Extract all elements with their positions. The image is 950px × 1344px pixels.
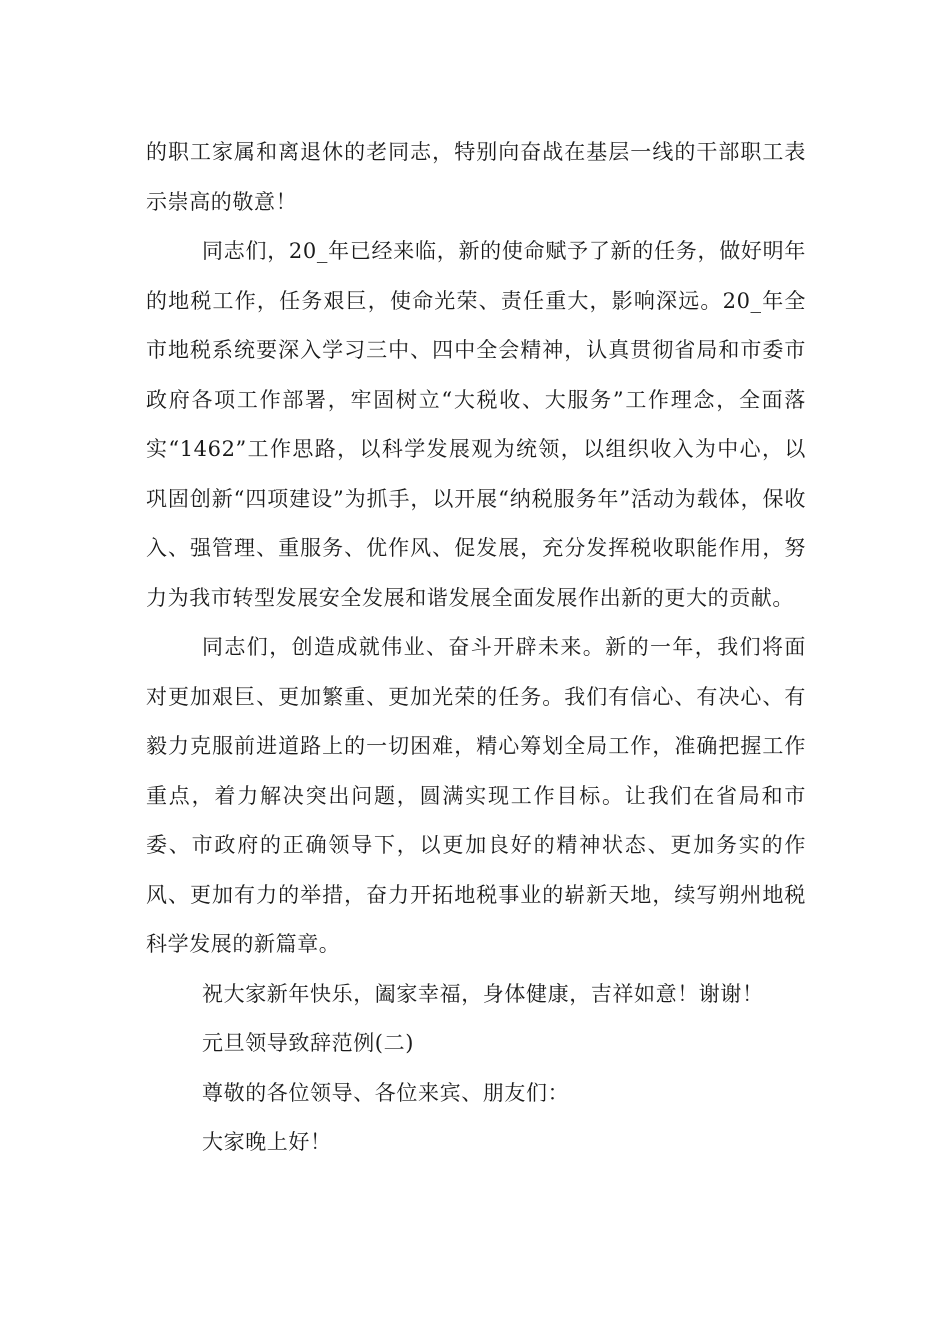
paragraph-future-outlook: 同志们，创造成就伟业、奋斗开辟未来。新的一年，我们将面对更加艰巨、更加繁重、更加光荣的任务。我们有信心、有决心、有毅力克服前进道路上的一切困难，精心筹划全局工作，准确把握工作重点，着力解决突出问题，圆满实现工作目标。让我们在省局和市委、市政府的正确领导下，以更加良好的精神状态、更加务实的作风、更加有力的举措，奋力开拓地税事业的崭新天地，续写朔州地税科学发展的新篇章。 [146, 635, 806, 956]
paragraph-salutation: 尊敬的各位领导、各位来宾、朋友们： [202, 1080, 570, 1105]
paragraph-closing-thanks: 的职工家属和离退休的老同志，特别向奋战在基层一线的干部职工表示崇高的敬意！ [146, 140, 806, 214]
paragraph-wishes: 祝大家新年快乐，阖家幸福，身体健康，吉祥如意！谢谢！ [202, 981, 764, 1006]
document-body [146, 128, 806, 1168]
paragraph-new-year-tasks: 同志们，20_年已经来临，新的使命赋予了新的任务，做好明年的地税工作，任务艰巨，使命光荣、责任重大，影响深远。20_年全市地税系统要深入学习三中、四中全会精神，认真贯彻省局和市委市政府各项工作部署，牢固树立“大税收、大服务”工作理念，全面落实“1462”工作思路，以科学发展观为统领，以组织收入为中心，以巩固创新“四项建设”为抓手，以开展“纳税服务年”活动为载体，保收入、强管理、重服务、优作风、促发展，充分发挥税收职能作用，努力为我市转型发展安全发展和谐发展全面发展作出新的更大的贡献。 [146, 239, 806, 610]
paragraph-greeting: 大家晚上好！ [202, 1130, 332, 1154]
section-heading-example-two: 元旦领导致辞范例(二) [202, 1031, 414, 1055]
